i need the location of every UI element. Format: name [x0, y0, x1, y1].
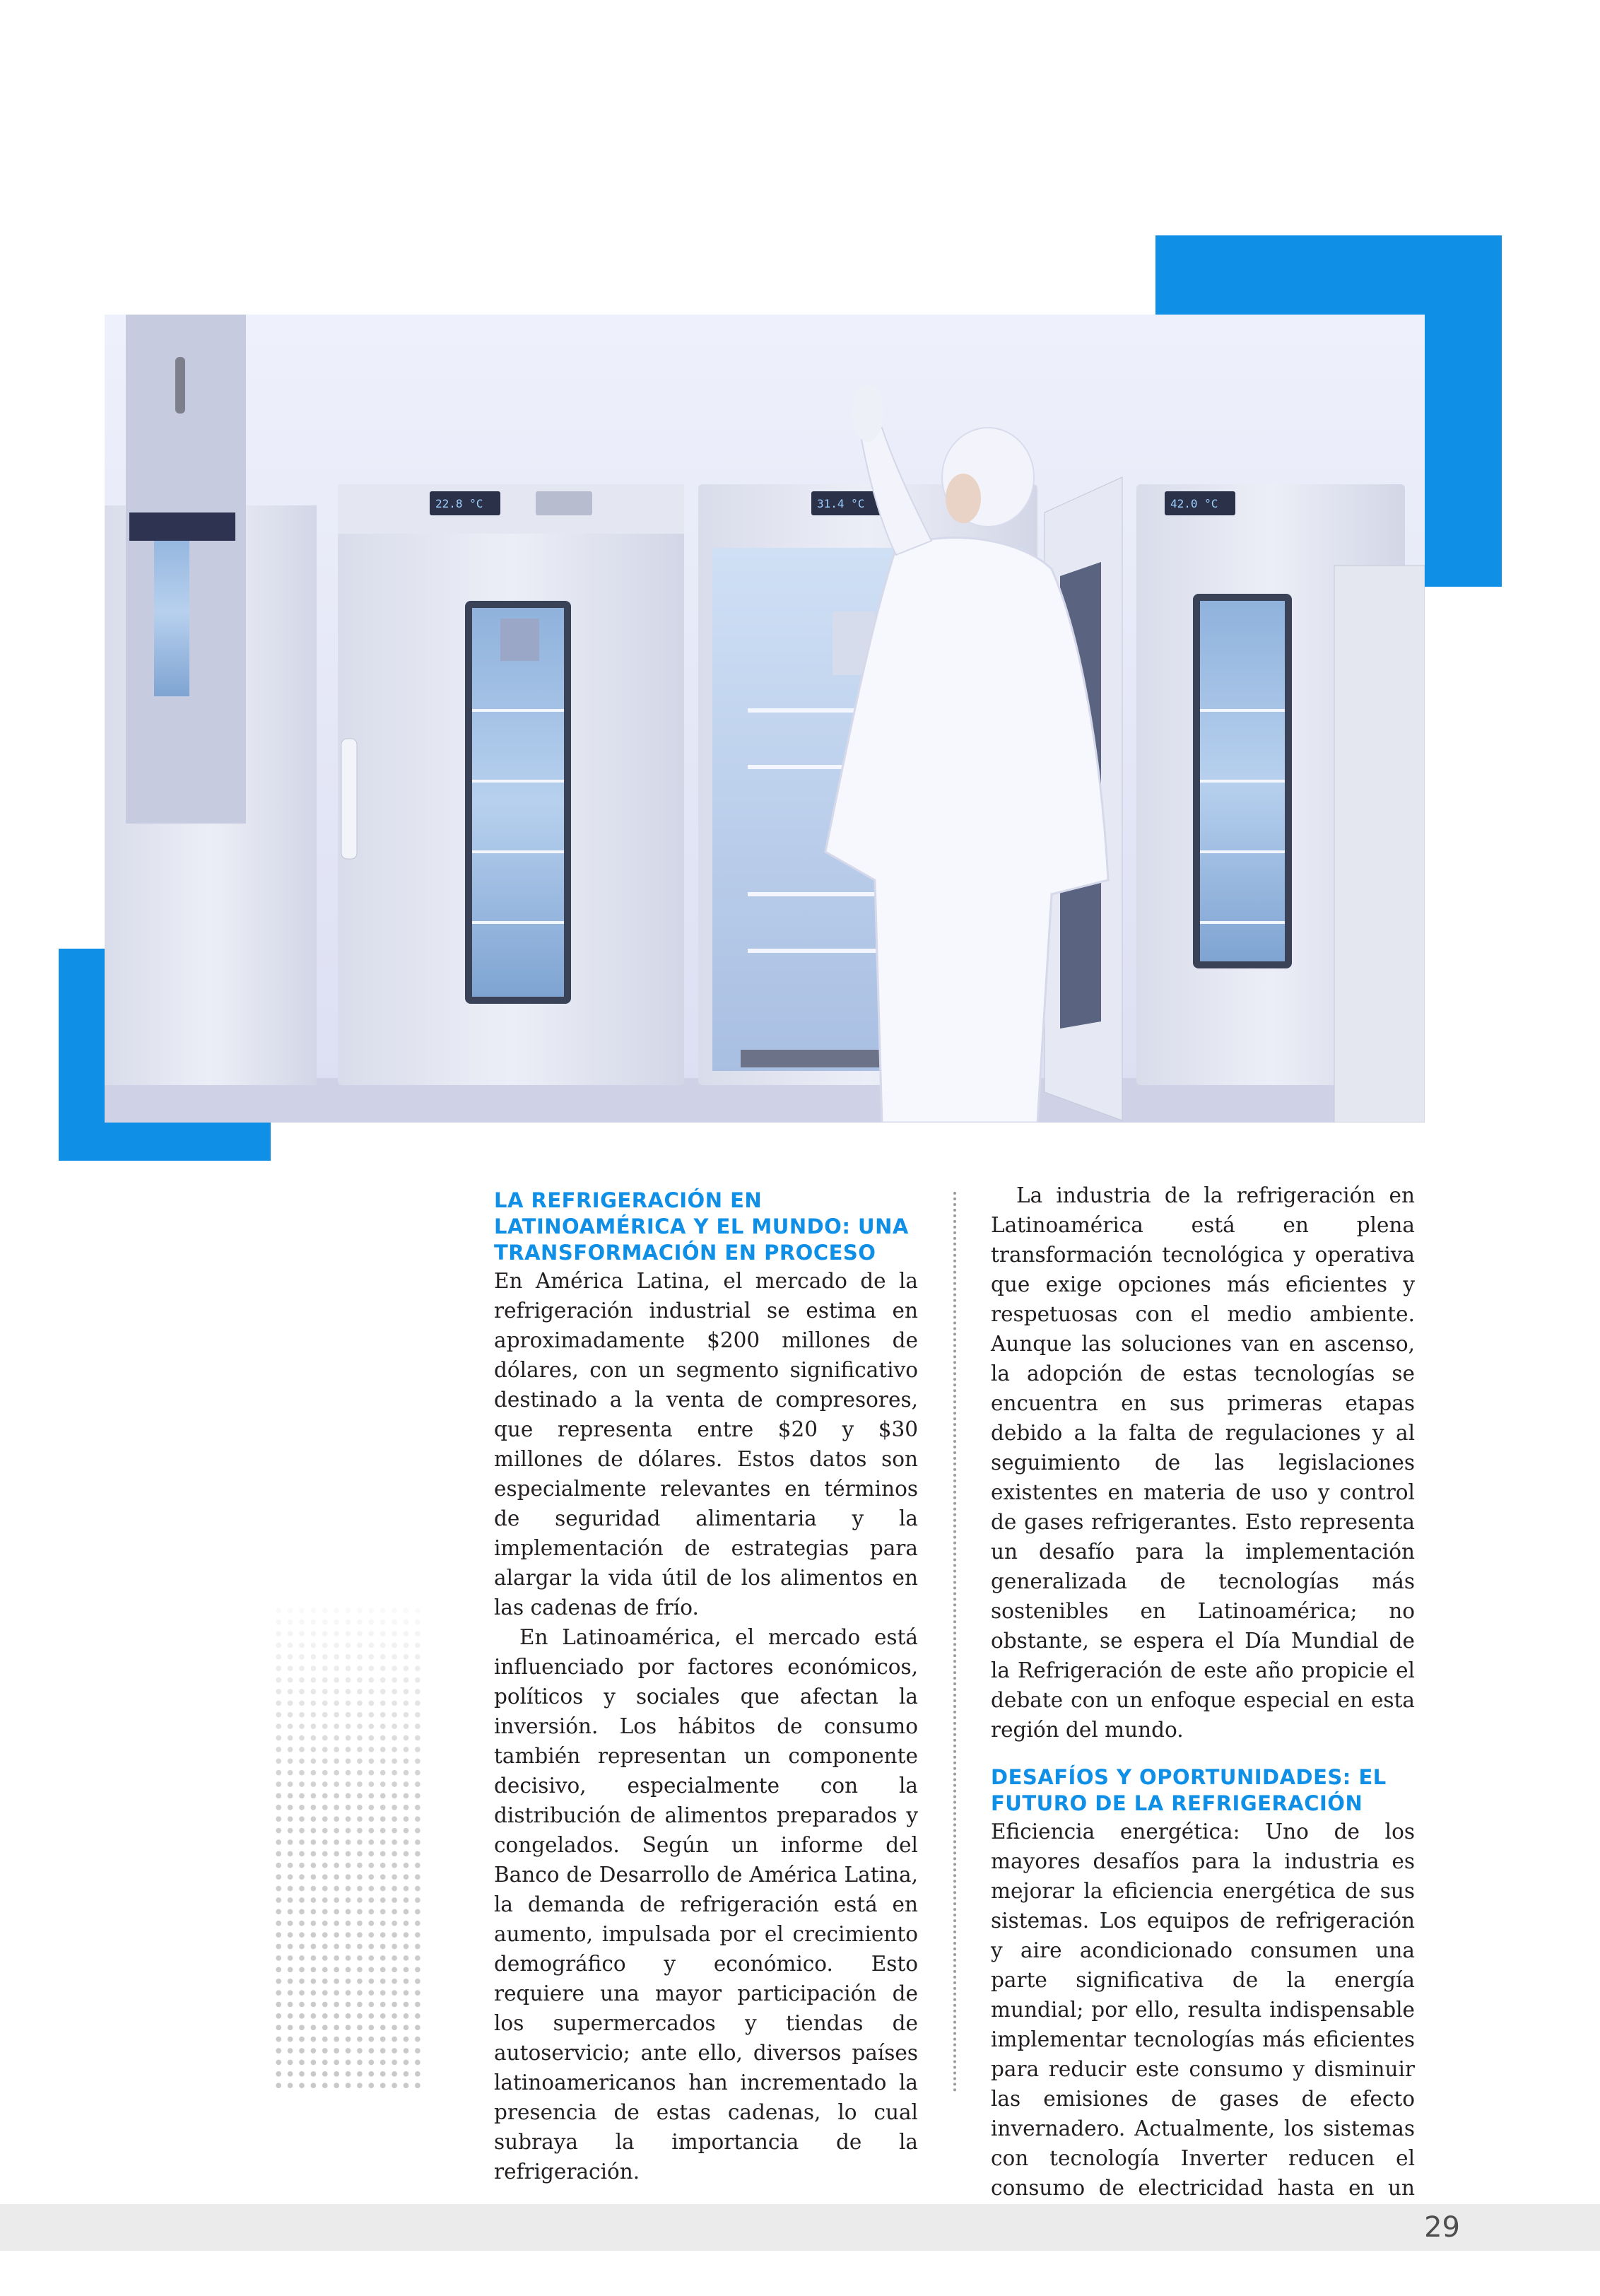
display-readout-2: 31.4 °C	[817, 497, 865, 510]
column-divider	[953, 1192, 956, 2092]
display-readout-3: 42.0 °C	[1170, 497, 1218, 510]
body-paragraph: En Latinoamérica, el mercado está influenciado por factores económicos, políticos y sociales que afectan la inversión. Los hábitos de consumo también representan un componente decisivo, especialmente con la distribución de alimentos preparados y congelados. Según un informe del Banco de Desarrollo de América Latina, la demanda de refrigeración está en aumento, impulsada por el crecimiento demográfico y económico. Esto requiere una mayor participación de los supermercados y tiendas de autoservicio; ante ello, diversos países latinoamericanos han incrementado la presencia de estas cadenas, lo cual subraya la importancia de la refrigeración.	[494, 1625, 918, 2184]
footer-bar	[0, 2204, 1600, 2251]
body-paragraph: Eficiencia energética: Uno de los mayores desafíos para la industria es mejorar la eficiencia energética de sus sistemas. Los equipos de refrigeración y aire acondicionado consumen una parte significativa de la energía mundial; por ello, resulta indispensable implementar tecnologías más eficientes para reducir este consumo y disminuir las emisiones de gases de efecto invernadero. Actualmente, los sistemas con tecnología Inverter reducen el consumo de electricidad hasta en un	[991, 1820, 1415, 2200]
decorative-dot-pattern	[273, 1605, 423, 2092]
body-paragraph: La industria de la refrigeración en Latinoamérica está en plena transformación tecnológica y operativa que exige opciones más eficientes y respetuosas con el medio ambiente. Aunque las soluciones van en ascenso, la adopción de estas tecnologías se encuentra en sus primeras etapas debido a la falta de regulaciones y al seguimiento de las legislaciones existentes en materia de uso y control de gases refrigerantes. Esto representa un desafío para la implementación generalizada de tecnologías más sostenibles en Latinoamérica; no obstante, se espera el Día Mundial de la Refrigeración de este año propicie el debate con un enfoque especial en esta región del mundo.	[991, 1183, 1415, 1742]
page-number: 29	[1424, 2211, 1460, 2244]
article-column-left	[494, 1188, 918, 2186]
lab-refrigerators-photo	[105, 315, 1425, 1123]
section-heading-refrigeracion-latinoamerica: LA REFRIGERACIÓN EN LATINOAMÉRICA Y EL MUNDO: UNA TRANSFORMACIÓN EN PROCESO	[494, 1188, 909, 1265]
section-heading-desafios-oportunidades: DESAFÍOS Y OPORTUNIDADES: EL FUTURO DE LA REFRIGERACIÓN	[991, 1765, 1387, 1815]
article-column-right	[991, 1181, 1415, 2232]
body-paragraph: En América Latina, el mercado de la refrigeración industrial se estima en aproximadamente $200 millones de dólares, con un segmento significativo destinado a la venta de compresores, que representa entre $20 y $30 millones de dólares. Estos datos son especialmente relevantes en términos de seguridad alimentaria y la implementación de estrategias para alargar la vida útil de los alimentos en las cadenas de frío.	[494, 1269, 918, 1620]
display-readout-1: 22.8 °C	[435, 497, 483, 510]
